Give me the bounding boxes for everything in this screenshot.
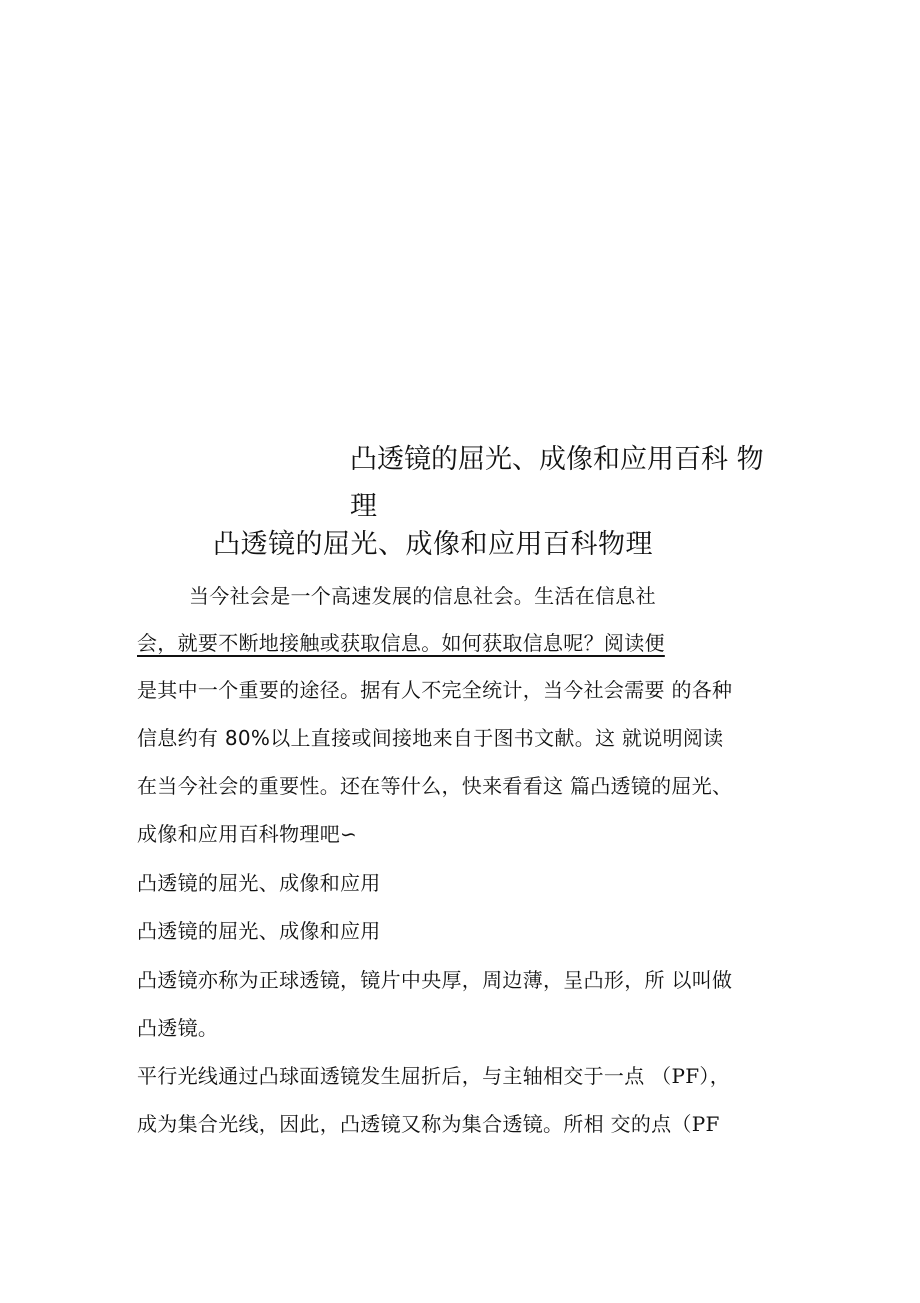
refraction-line-1: 平行光线通过凸球面透镜发生屈折后，与主轴相交于一点 （PF）， bbox=[137, 1064, 730, 1088]
lens-definition-line-2: 凸透镜。 bbox=[137, 1016, 219, 1040]
intro-line-3: 是其中一个重要的途径。据有人不完全统计，当今社会需要 的各种 bbox=[137, 678, 733, 702]
intro-line-2-underlined: 会，就要不断地接触或获取信息。如何获取信息呢？阅读便 bbox=[137, 631, 665, 655]
section-heading-1: 凸透镜的屈光、成像和应用 bbox=[137, 871, 381, 895]
intro-line-5: 在当今社会的重要性。还在等什么，快来看看这 篇凸透镜的屈光、 bbox=[137, 774, 733, 798]
refraction-line-2: 成为集合光线，因此，凸透镜又称为集合透镜。所相 交的点（PF bbox=[137, 1112, 720, 1136]
intro-line-1: 当今社会是一个高速发展的信息社会。生活在信息社 bbox=[189, 584, 656, 608]
intro-line-6: 成像和应用百科物理吧∽ bbox=[137, 822, 358, 846]
document-title-line-1: 凸透镜的屈光、成像和应用百科 物 bbox=[350, 444, 764, 475]
document-subtitle: 凸透镜的屈光、成像和应用百科物理 bbox=[213, 529, 653, 560]
section-heading-2: 凸透镜的屈光、成像和应用 bbox=[137, 919, 381, 943]
intro-line-4: 信息约有 80%以上直接或间接地来自于图书文献。这 就说明阅读 bbox=[137, 726, 724, 750]
document-title-line-2: 理 bbox=[350, 491, 377, 522]
lens-definition-line-1: 凸透镜亦称为正球透镜，镜片中央厚，周边薄，呈凸形，所 以叫做 bbox=[137, 968, 733, 992]
